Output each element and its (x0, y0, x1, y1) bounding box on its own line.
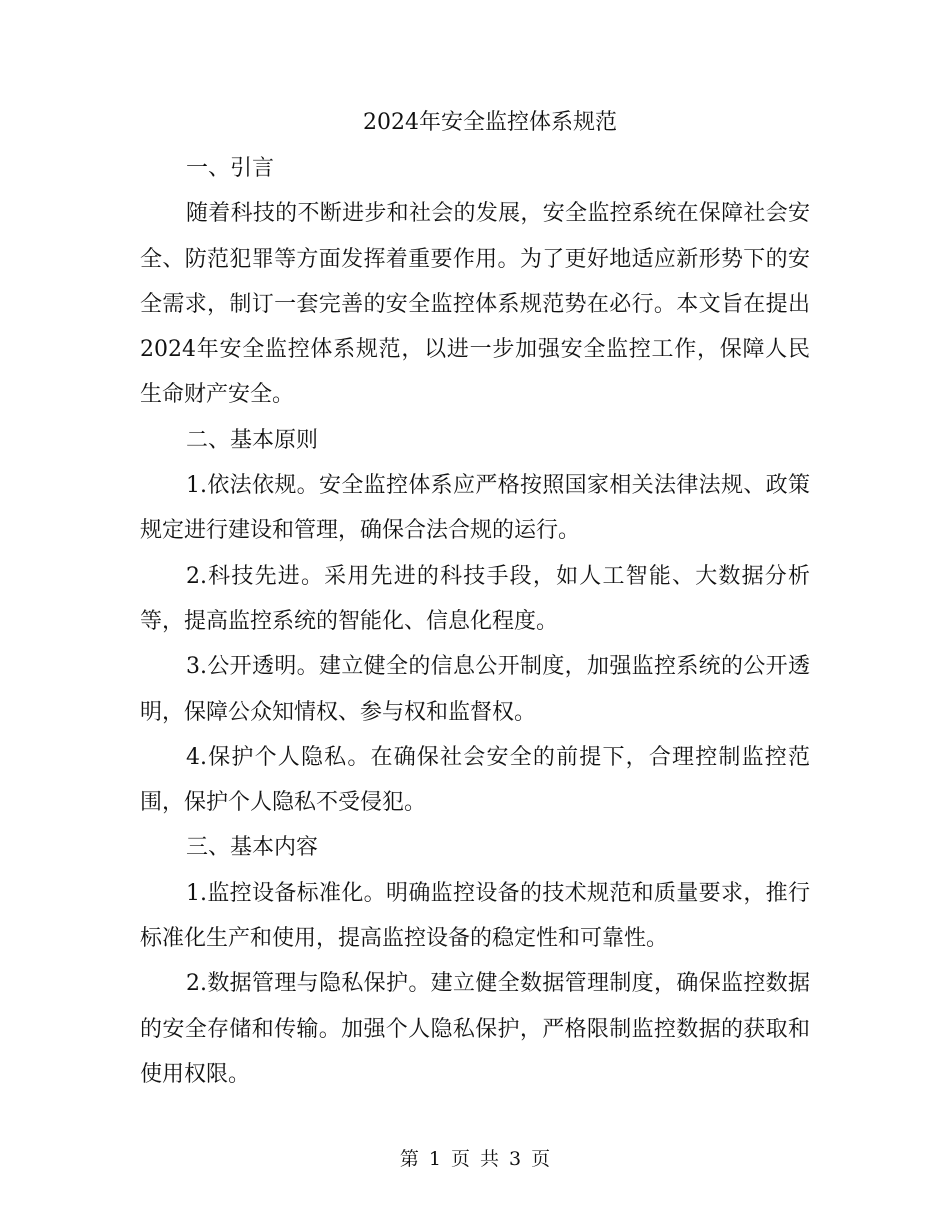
paragraph: 2.科技先进。采用先进的科技手段，如人工智能、大数据分析等，提高监控系统的智能化、信息化程度。 (140, 563, 810, 634)
paragraph: 4.保护个人隐私。在确保社会安全的前提下，合理控制监控范围，保护个人隐私不受侵犯。 (140, 744, 810, 816)
document-title: 2024年安全监控体系规范 (363, 110, 617, 135)
document-body (140, 100, 810, 1097)
paragraph: 随着科技的不断进步和社会的发展，安全监控系统在保障社会安全、防范犯罪等方面发挥着重要作用。为了更好地适应新形势下的安全需求，制订一套完善的安全监控体系规范势在必行。本文旨在提出2024年安全监控体系规范，以进一步加强安全监控工作，保障人民生命财产安全。 (140, 201, 810, 408)
page-number-footer: 第 1 页 共 3 页 (399, 1148, 551, 1170)
paragraph: 3.公开透明。建立健全的信息公开制度，加强监控系统的公开透明，保障公众知情权、参与权和监督权。 (140, 654, 810, 725)
section-heading-content: 三、基本内容 (186, 835, 319, 861)
paragraph: 1.依法依规。安全监控体系应严格按照国家相关法律法规、政策规定进行建设和管理，确保合法合规的运行。 (140, 473, 810, 544)
section-heading-principles: 二、基本原则 (186, 427, 319, 453)
paragraph: 2.数据管理与隐私保护。建立健全数据管理制度，确保监控数据的安全存储和传输。加强个人隐私保护，严格限制监控数据的获取和使用权限。 (140, 971, 810, 1087)
section-heading-introduction: 一、引言 (186, 156, 275, 181)
paragraph: 1.监控设备标准化。明确监控设备的技术规范和质量要求，推行标准化生产和使用，提高监控设备的稳定性和可靠性。 (140, 880, 810, 952)
